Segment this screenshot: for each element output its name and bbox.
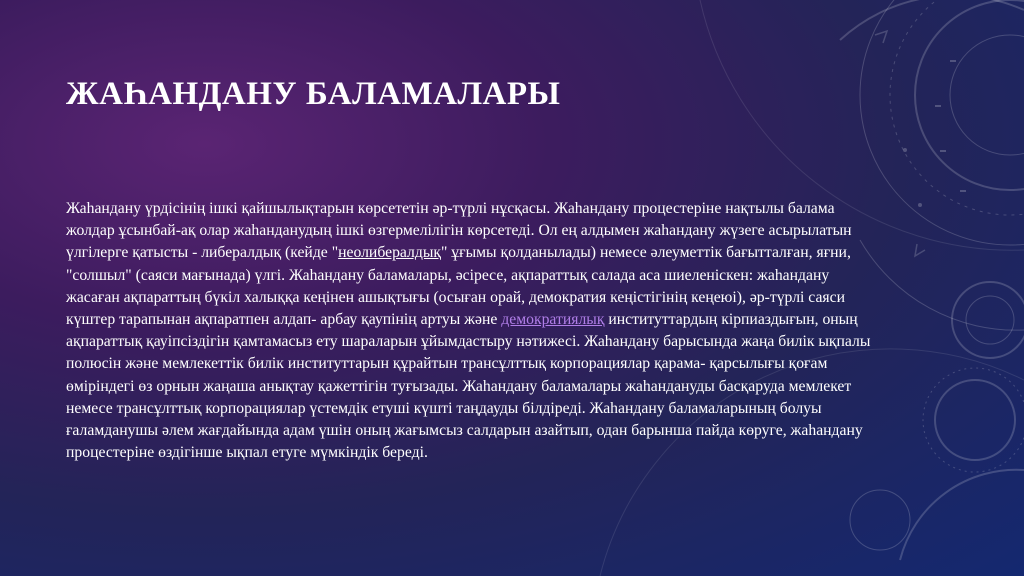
democratic-link[interactable]: демократиялық	[501, 311, 605, 329]
body-text-part-1: Жаһандану үрдісінің ішкі қайшылықтарын көрсететін әр-түрлі нұсқасы. Жаһандану процестеріне нақтылы балама жолдар ұсынбай-ақ олар жаһанданудың ішкі өзгермелілігін көрсетеді. Ол ең алдымен жаһандану жүзеге асырылатын үлгілерге қатысты - либералдық (кейде "	[66, 200, 852, 262]
body-text-part-3: институттардың кірпиаздығын, оның ақпараттық қауіпсіздігін қамтамасыз ету шараларын ұйымдастыру нәтижесі. Жаһандану барысында жаңа билік ықпалы полюсін және мемлекеттік билік институттарын құрайтын трансұлттық корпорациялар қарама- қарсылығы қоғам өміріндегі өз орнын жаңаша анықтау қажеттігін туғызады. Жаһандану баламалары жаһандануды басқаруда мемлекет немесе трансұлттық корпорациялар үстемдік етуші күшті таңдауды білдіреді. Жаһандану баламаларының болуы ғаламданушы әлем жағдайында адам үшін оның жағымсыз салдарын азайтып, одан барынша пайда көруге, жаһандану процестеріне өздігінше ықпал етуге мүмкіндік береді.	[66, 311, 871, 462]
neoliberal-link[interactable]: неолибералдық	[338, 244, 441, 262]
slide-title: ЖАҺАНДАНУ БАЛАМАЛАРЫ	[66, 76, 561, 112]
slide-body-text	[66, 198, 886, 464]
body-text-part-2: " ұғымы қолданылады) немесе әлеуметтік бағытталған, яғни, "солшыл" (саяси мағынада) үлгі. Жаһандану баламалары, әсіресе, ақпараттық салада аса шиеленіскен: жаһандану жасаған ақпараттың бүкіл халыққа кеңінен ашықтығы (осыған орай, демократия кеңістігінің кеңеюі), әр-түрлі саяси күштер тарапынан ақпаратпен алдап- арбау қаупінің артуы және	[66, 244, 851, 329]
